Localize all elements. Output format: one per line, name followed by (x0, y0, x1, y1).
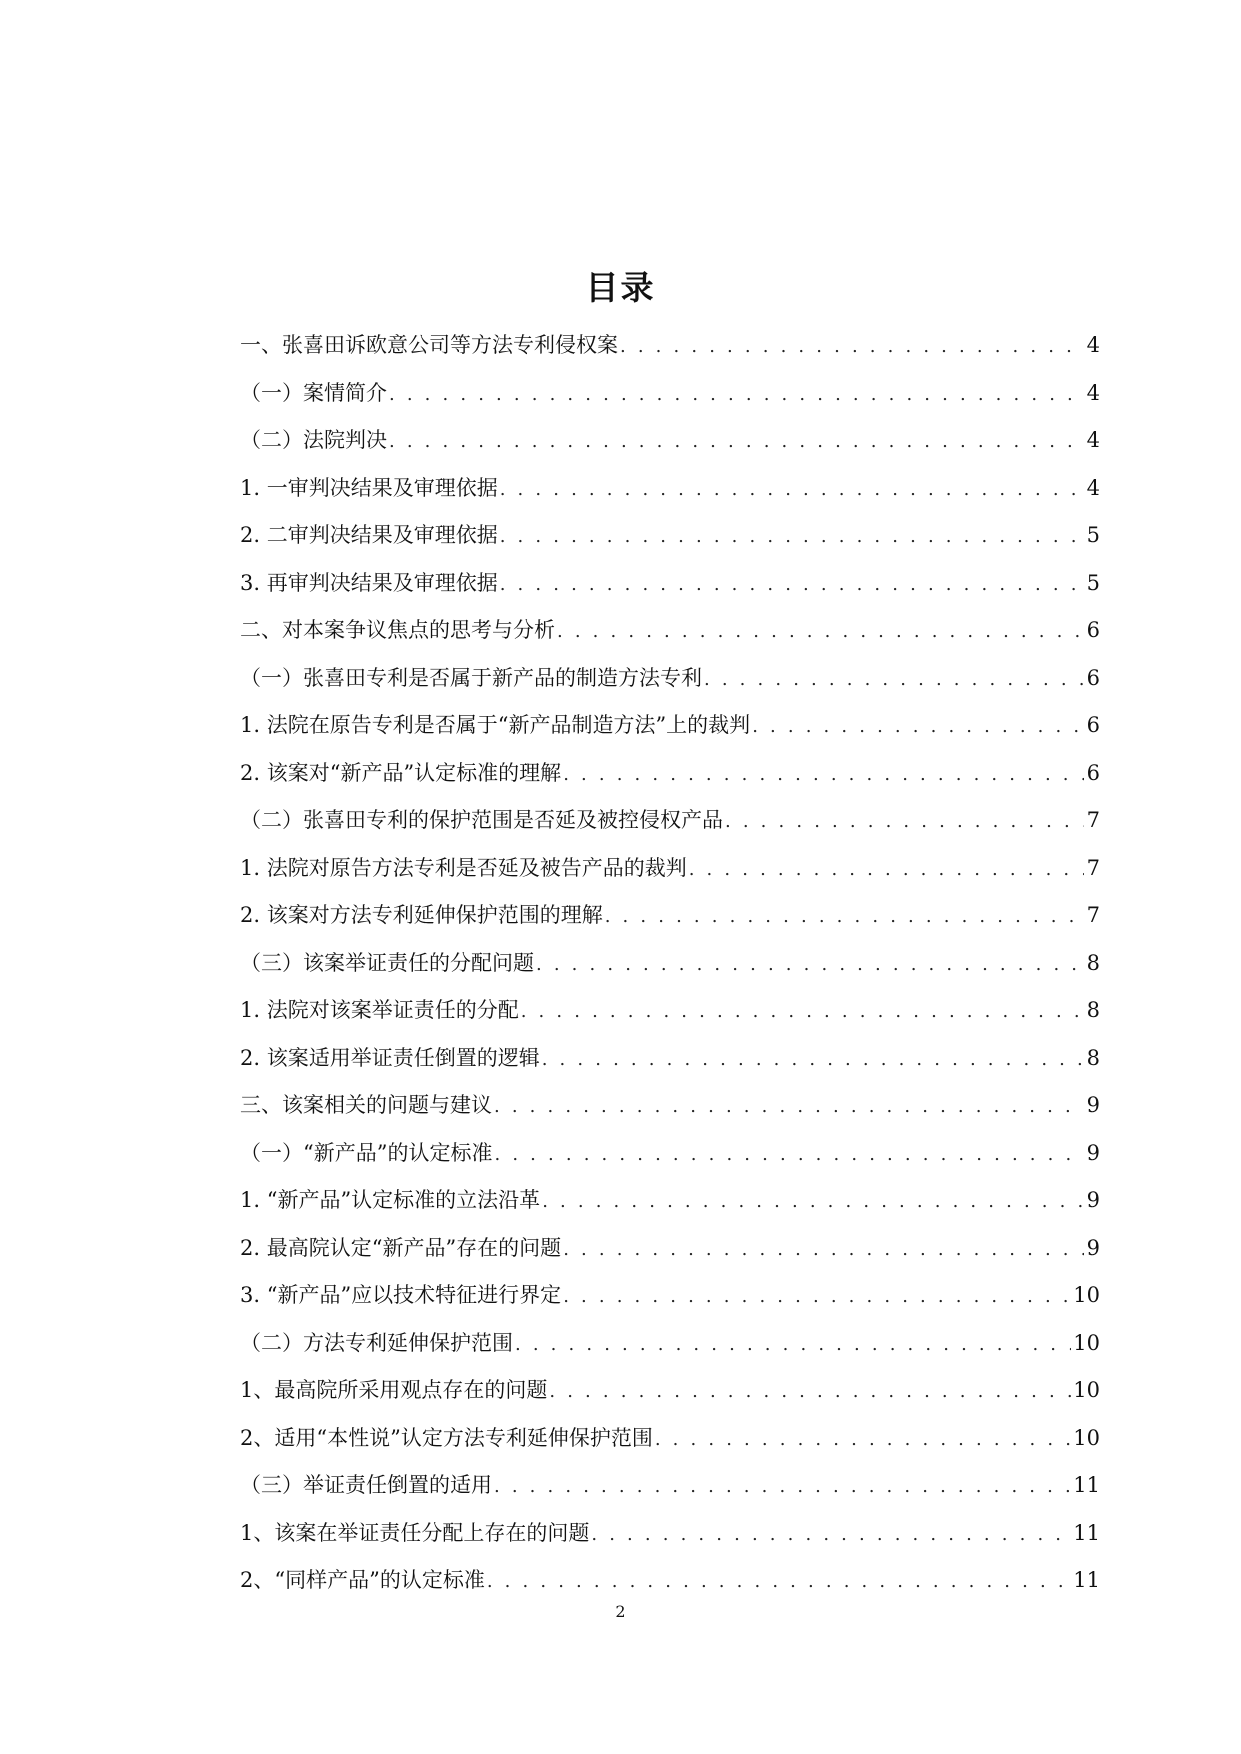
toc-entry-page-number: 10 (1073, 1330, 1100, 1355)
toc-entry-title: 1. 一审判决结果及审理依据 (240, 475, 498, 500)
toc-entry-title: 2. 该案对“新产品”认定标准的理解 (240, 760, 562, 785)
toc-dot-leader (542, 1045, 1084, 1075)
toc-entry[interactable] (240, 900, 1100, 948)
toc-entry-title: 3. “新产品”应以技术特征进行界定 (240, 1283, 562, 1307)
toc-entry-page-number: 6 (1086, 618, 1100, 642)
toc-entry-title: （一）案情简介 (240, 380, 387, 405)
page-number: 2 (615, 1602, 626, 1621)
toc-entry-title: 1. 法院在原告专利是否属于“新产品制造方法”上的裁判 (240, 713, 751, 737)
toc-entry[interactable] (240, 1423, 1100, 1471)
toc-entry-page-number: 6 (1086, 665, 1100, 690)
toc-entry-title: 2. 二审判决结果及审理依据 (240, 523, 498, 547)
toc-entry-title: 二、对本案争议焦点的思考与分析 (240, 618, 555, 642)
toc-entry-title: 2. 该案适用举证责任倒置的逻辑 (240, 1045, 540, 1070)
toc-entry[interactable] (240, 1328, 1100, 1376)
toc-entry-title: （二）法院判决 (240, 428, 387, 452)
toc-entry[interactable] (240, 615, 1100, 663)
toc-dot-leader (704, 665, 1084, 695)
toc-entry-page-number: 10 (1073, 1378, 1100, 1402)
toc-dot-leader (515, 1330, 1071, 1360)
toc-entry-title: （三）举证责任倒置的适用 (240, 1473, 492, 1497)
toc-entry[interactable] (240, 520, 1100, 568)
toc-entry[interactable] (240, 1043, 1100, 1091)
toc-dot-leader (542, 1187, 1084, 1217)
toc-entry[interactable] (240, 1090, 1100, 1138)
toc-entry-page-number: 8 (1086, 950, 1100, 975)
toc-entry-page-number: 11 (1073, 1473, 1100, 1497)
toc-entry-title: 1、最高院所采用观点存在的问题 (240, 1378, 548, 1402)
toc-entry-title: （一）张喜田专利是否属于新产品的制造方法专利 (240, 665, 702, 690)
toc-entry-page-number: 7 (1086, 808, 1100, 832)
toc-dot-leader (500, 570, 1084, 600)
toc-entry-page-number: 9 (1086, 1188, 1100, 1212)
toc-dot-leader (494, 1140, 1084, 1170)
toc-entry-page-number: 4 (1086, 428, 1100, 452)
toc-entry[interactable] (240, 1518, 1100, 1566)
toc-entry[interactable] (240, 568, 1100, 616)
toc-entry[interactable] (240, 1375, 1100, 1423)
toc-title: 目录 (585, 268, 656, 307)
toc-entry-title: 三、该案相关的问题与建议 (240, 1093, 492, 1117)
toc-entry[interactable] (240, 853, 1100, 901)
toc-entry-title: （一）“新产品”的认定标准 (240, 1140, 493, 1165)
toc-entry-page-number: 9 (1086, 1093, 1100, 1117)
toc-entry-page-number: 8 (1086, 998, 1100, 1022)
toc-entry[interactable] (240, 663, 1100, 711)
toc-entry-page-number: 10 (1073, 1425, 1100, 1450)
toc-entry-title: （二）张喜田专利的保护范围是否延及被控侵权产品 (240, 808, 723, 832)
toc-entry-page-number: 6 (1086, 760, 1100, 785)
toc-entry-page-number: 9 (1086, 1235, 1100, 1260)
toc-entry-title: 2. 最高院认定“新产品”存在的问题 (240, 1235, 562, 1260)
toc-entry[interactable] (240, 1138, 1100, 1186)
toc-entry-page-number: 8 (1086, 1045, 1100, 1070)
toc-entry-title: 1. “新产品”认定标准的立法沿革 (240, 1188, 541, 1212)
toc-entry-page-number: 7 (1086, 903, 1100, 927)
toc-dot-leader (563, 1282, 1071, 1312)
toc-entry-title: 2、适用“本性说”认定方法专利延伸保护范围 (240, 1425, 653, 1450)
toc-dot-leader (591, 1520, 1071, 1550)
toc-entry-page-number: 10 (1073, 1283, 1100, 1307)
toc-dot-leader (487, 1567, 1071, 1597)
toc-entry-title: 1. 法院对原告方法专利是否延及被告产品的裁判 (240, 855, 687, 880)
toc-entry[interactable] (240, 805, 1100, 853)
toc-entry[interactable] (240, 330, 1100, 378)
toc-dot-leader (655, 1425, 1071, 1455)
toc-entry-page-number: 7 (1086, 855, 1100, 880)
toc-entry[interactable] (240, 1233, 1100, 1281)
toc-dot-leader (521, 997, 1084, 1027)
toc-entry-title: 2. 该案对方法专利延伸保护范围的理解 (240, 903, 603, 927)
toc-entry[interactable] (240, 758, 1100, 806)
toc-dot-leader (389, 380, 1084, 410)
toc-entry[interactable] (240, 425, 1100, 473)
toc-entry-page-number: 11 (1073, 1568, 1100, 1592)
toc-entry-page-number: 4 (1086, 475, 1100, 500)
toc-entry-title: 3. 再审判决结果及审理依据 (240, 570, 498, 595)
toc-entry-page-number: 5 (1086, 523, 1100, 547)
toc-entry[interactable] (240, 1280, 1100, 1328)
toc-entry-title: （二）方法专利延伸保护范围 (240, 1330, 513, 1355)
toc-dot-leader (500, 475, 1084, 505)
toc-entry-page-number: 6 (1086, 713, 1100, 737)
toc-entry-title: 1. 法院对该案举证责任的分配 (240, 998, 519, 1022)
toc-entry[interactable] (240, 948, 1100, 996)
toc-entry[interactable] (240, 473, 1100, 521)
toc-dot-leader (389, 427, 1084, 457)
toc-entry-title: （三）该案举证责任的分配问题 (240, 950, 534, 975)
toc-entry[interactable] (240, 1185, 1100, 1233)
toc-entry-page-number: 5 (1086, 570, 1100, 595)
toc-entry[interactable] (240, 1470, 1100, 1518)
toc-dot-leader (536, 950, 1084, 980)
toc-dot-leader (557, 617, 1084, 647)
toc-dot-leader (563, 1235, 1084, 1265)
toc-entry-title: 2、“同样产品”的认定标准 (240, 1568, 485, 1592)
toc-dot-leader (605, 902, 1084, 932)
toc-entry-page-number: 11 (1073, 1520, 1100, 1545)
toc-dot-leader (725, 807, 1084, 837)
toc-dot-leader (549, 1377, 1071, 1407)
toc-entry-page-number: 4 (1086, 333, 1100, 357)
toc-dot-leader (620, 332, 1084, 362)
toc-dot-leader (752, 712, 1084, 742)
toc-dot-leader (500, 522, 1084, 552)
table-of-contents (240, 330, 1100, 1613)
toc-entry-page-number: 9 (1086, 1140, 1100, 1165)
toc-entry-title: 一、张喜田诉欧意公司等方法专利侵权案 (240, 333, 618, 357)
toc-dot-leader (689, 855, 1084, 885)
toc-entry[interactable] (240, 995, 1100, 1043)
toc-dot-leader (494, 1092, 1084, 1122)
toc-entry[interactable] (240, 710, 1100, 758)
toc-entry-title: 1、该案在举证责任分配上存在的问题 (240, 1520, 590, 1545)
toc-entry-page-number: 4 (1086, 380, 1100, 405)
toc-entry[interactable] (240, 378, 1100, 426)
toc-dot-leader (494, 1472, 1071, 1502)
toc-dot-leader (563, 760, 1084, 790)
